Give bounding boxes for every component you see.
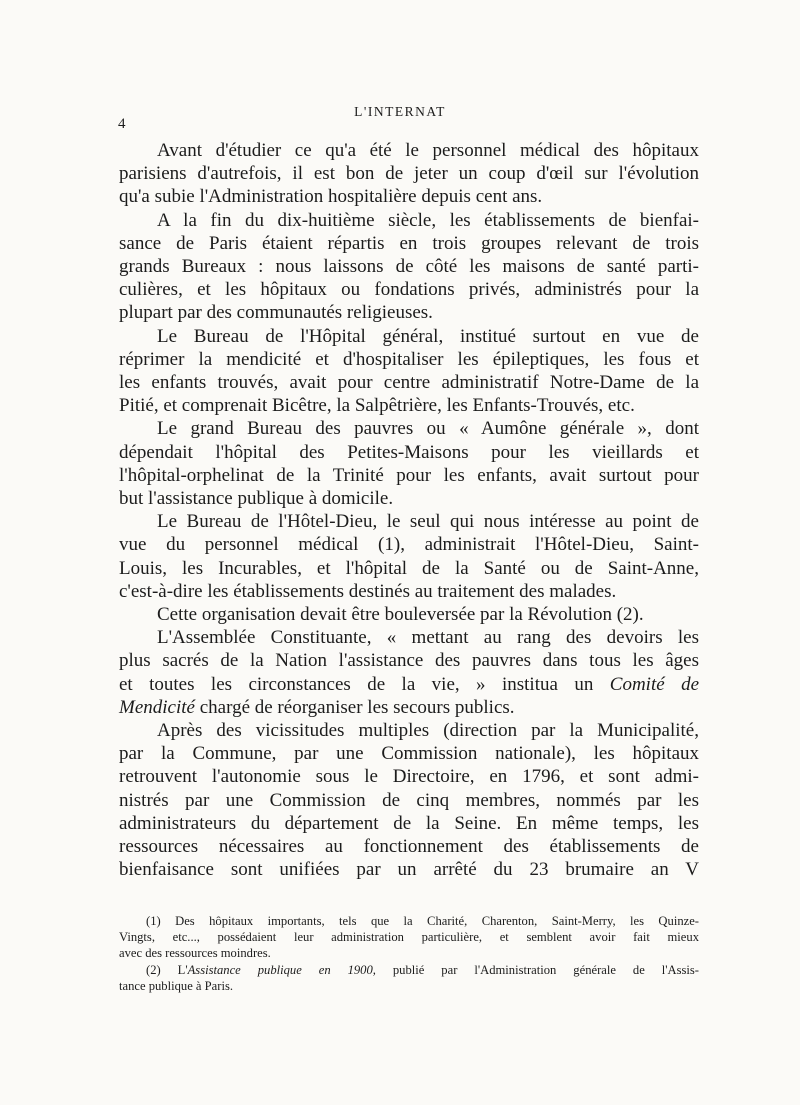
text-line: réprimer la mendicité et d'hospitaliser les épileptiques, les fous et xyxy=(119,348,699,370)
text-line: les enfants trouvés, avait pour centre administratif Notre-Dame de la xyxy=(119,372,699,394)
text-line: Le grand Bureau des pauvres ou « Aumône générale », dont xyxy=(157,418,699,440)
text-line: ressources nécessaires au fonctionnement des établissements de xyxy=(119,836,699,858)
text-line: administrateurs du département de la Seine. En même temps, les xyxy=(119,812,699,834)
text-line: Louis, les Incurables, et l'hôpital de la Santé ou de Saint-Anne, xyxy=(119,557,699,579)
text-line: Avant d'étudier ce qu'a été le personnel médical des hôpitaux xyxy=(157,140,699,161)
page-number: 4 xyxy=(118,116,126,132)
running-title: L'INTERNAT xyxy=(354,104,446,119)
text-line: but l'assistance publique à domicile. xyxy=(119,488,394,510)
text-line: retrouvent l'autonomie sous le Directoire, en 1796, et sont admi- xyxy=(119,766,699,788)
text-line: vue du personnel médical (1), administrait l'Hôtel-Dieu, Saint- xyxy=(119,534,699,556)
footnote-line: avec des ressources moindres. xyxy=(119,946,271,961)
footnote-line: Vingts, etc..., possédaient leur administration particulière, et semblent avoir fait mieux xyxy=(119,930,699,945)
footnote-line: (1) Des hôpitaux importants, tels que la Charité, Charenton, Saint-Merry, les Quinze- xyxy=(146,914,699,928)
text-line: sance de Paris étaient répartis en trois groupes relevant de trois xyxy=(119,232,699,254)
text-line: Pitié, et comprenait Bicêtre, la Salpêtrière, les Enfants-Trouvés, etc. xyxy=(119,395,635,417)
text-line: par la Commune, par une Commission nationale), les hôpitaux xyxy=(119,743,699,765)
italic-text: Comité de xyxy=(609,673,699,695)
footnote-line: tance publique à Paris. xyxy=(119,978,234,993)
text-line: et toutes les circonstances de la vie, » institua un Comité de xyxy=(119,673,699,695)
footnotes xyxy=(119,913,699,994)
text-line: l'hôpital-orphelinat de la Trinité pour les enfants, avait surtout pour xyxy=(119,464,699,486)
text-line: plus sacrés de la Nation l'assistance des pauvres dans tous les âges xyxy=(119,650,699,672)
text-line: Le Bureau de l'Hôpital général, institué surtout en vue de xyxy=(157,325,699,347)
text-line: grands Bureaux : nous laissons de côté les maisons de santé parti- xyxy=(119,256,699,278)
text-line: Le Bureau de l'Hôtel-Dieu, le seul qui nous intéresse au point de xyxy=(157,511,699,533)
text-line: Cette organisation devait être bouleversée par la Révolution (2). xyxy=(157,604,644,626)
italic-text: Assistance publique en 1900, xyxy=(187,962,376,977)
text-line: culières, et les hôpitaux ou fondations privés, administrés pour la xyxy=(119,279,699,301)
italic-text: Mendicité xyxy=(119,696,195,718)
text-line: Après des vicissitudes multiples (direction par la Municipalité, xyxy=(157,720,699,742)
text-line: plupart par des communautés religieuses. xyxy=(119,302,433,324)
text-line: c'est-à-dire les établissements destinés au traitement des malades. xyxy=(119,580,617,602)
text-line: Mendicité chargé de réorganiser les secours publics. xyxy=(119,696,515,718)
text-line: A la fin du dix-huitième siècle, les établissements de bienfai- xyxy=(157,209,699,231)
text-line: L'Assemblée Constituante, « mettant au rang des devoirs les xyxy=(157,627,699,649)
text-line: qu'a subie l'Administration hospitalière depuis cent ans. xyxy=(119,186,543,208)
text-line: parisiens d'autrefois, il est bon de jeter un coup d'œil sur l'évolution xyxy=(119,163,699,185)
footnote-line: (2) L'Assistance publique en 1900, publié par l'Administration générale de l'Assis- xyxy=(146,962,699,977)
text-line: dépendait l'hôpital des Petites-Maisons pour les vieillards et xyxy=(119,441,699,463)
body-text xyxy=(119,139,699,882)
text-line: bienfaisance sont unifiées par un arrêté du 23 brumaire an V xyxy=(119,859,699,881)
text-line: nistrés par une Commission de cinq membres, nommés par les xyxy=(119,789,699,811)
